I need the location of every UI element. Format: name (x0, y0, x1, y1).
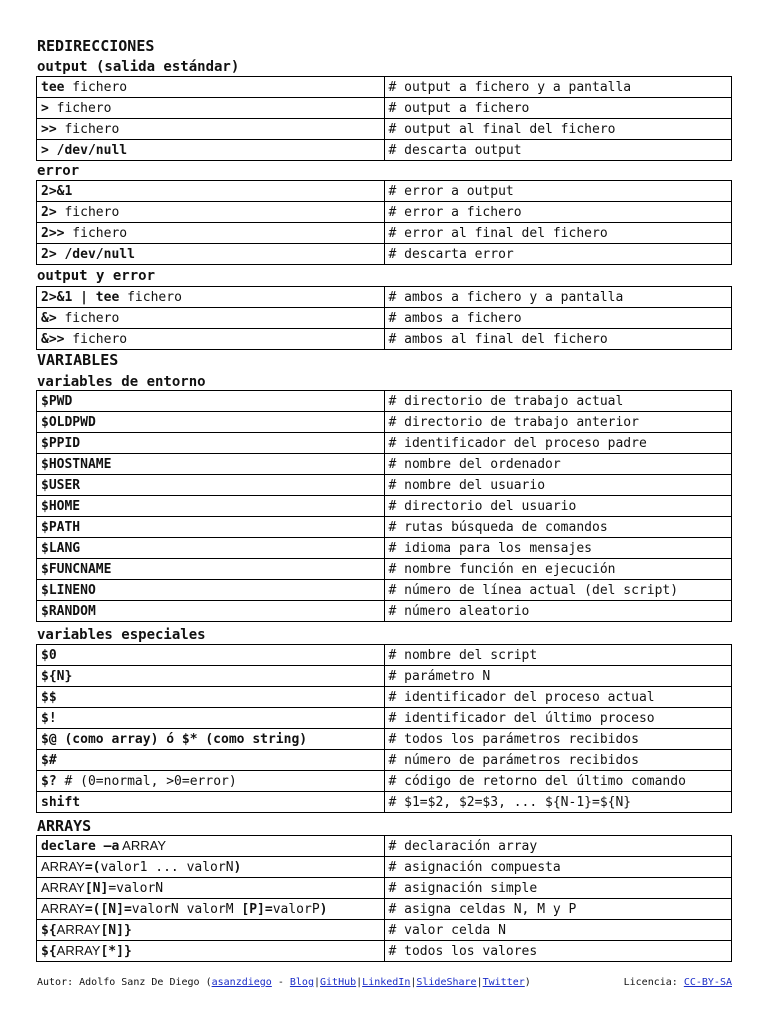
command-cell (37, 857, 385, 878)
command-segment: $FUNCNAME (41, 561, 112, 577)
command-segment: $0 (41, 647, 57, 663)
table-row (37, 729, 732, 750)
command-segment: $# (41, 752, 57, 768)
link-linkedin[interactable]: LinkedIn (362, 977, 411, 988)
footer (37, 976, 732, 990)
command-segment: $? (41, 773, 57, 789)
table-row (37, 308, 732, 329)
command-cell (37, 645, 385, 666)
description-cell: # nombre del ordenador (384, 454, 732, 475)
command-segment: 2>> (41, 225, 65, 241)
footer-author-prefix: Autor: Adolfo Sanz De Diego ( (37, 977, 212, 988)
description-cell: # output a fichero y a pantalla (384, 77, 732, 98)
command-segment: ${ (41, 923, 57, 938)
command-segment: fichero (64, 331, 128, 347)
command-segment: $$ (41, 689, 57, 705)
table-row (37, 475, 732, 496)
footer-author (37, 977, 531, 988)
table-row (37, 329, 732, 350)
command-cell (37, 244, 385, 265)
table-row (37, 601, 732, 622)
command-segment: 2>&1 (41, 183, 73, 199)
command-segment: $! (41, 710, 57, 726)
command-cell (37, 601, 385, 622)
command-cell (37, 750, 385, 771)
command-segment: fichero (48, 100, 112, 116)
table-row (37, 750, 732, 771)
command-cell (37, 899, 385, 920)
command-cell (37, 140, 385, 161)
table-row (37, 391, 732, 412)
command-segment: 2> /dev/null (41, 246, 135, 262)
command-cell (37, 412, 385, 433)
command-cell (37, 181, 385, 202)
table-arrays (36, 835, 732, 962)
description-cell: # ambos a fichero y a pantalla (384, 287, 732, 308)
command-segment: >> (41, 121, 57, 137)
table-row (37, 538, 732, 559)
command-segment: $HOME (41, 498, 81, 514)
description-cell: # identificador del proceso actual (384, 687, 732, 708)
table-row (37, 496, 732, 517)
link-blog[interactable]: Blog (289, 977, 314, 988)
table-row (37, 708, 732, 729)
group-title-output-y-error: output y error (37, 268, 156, 284)
command-cell (37, 771, 385, 792)
command-segment: [N] (84, 881, 109, 896)
table-output-y-error (36, 286, 732, 350)
table-row (37, 687, 732, 708)
description-cell: # identificador del proceso padre (384, 433, 732, 454)
section-title-redirecciones: REDIRECCIONES (37, 37, 155, 55)
command-cell (37, 687, 385, 708)
table-variables-especiales (36, 644, 732, 813)
table-row (37, 119, 732, 140)
command-segment: valor1 ... valorN (100, 860, 234, 875)
command-cell (37, 941, 385, 962)
table-row (37, 792, 732, 813)
table-row (37, 836, 732, 857)
command-cell (37, 666, 385, 687)
description-cell: # output a fichero (384, 98, 732, 119)
footer-sep: | (356, 977, 363, 988)
command-segment: > (41, 100, 49, 116)
table-row (37, 771, 732, 792)
table-row (37, 77, 732, 98)
description-cell: # todos los valores (384, 941, 732, 962)
table-row (37, 140, 732, 161)
footer-license-label: Licencia: (623, 977, 684, 988)
command-segment: ) (233, 860, 242, 875)
description-cell: # valor celda N (384, 920, 732, 941)
description-cell: # todos los parámetros recibidos (384, 729, 732, 750)
command-cell (37, 836, 385, 857)
table-row (37, 920, 732, 941)
description-cell: # número de parámetros recibidos (384, 750, 732, 771)
description-cell: # ambos al final del fichero (384, 329, 732, 350)
group-title-error: error (37, 163, 80, 179)
table-row (37, 559, 732, 580)
command-segment: valorP (272, 902, 320, 917)
command-segment: [P]= (241, 902, 273, 917)
command-cell (37, 559, 385, 580)
footer-sep: | (313, 977, 321, 988)
command-segment: fichero (64, 79, 128, 95)
command-segment: =( (84, 860, 101, 875)
command-cell (37, 517, 385, 538)
command-segment: $PPID (41, 435, 81, 451)
command-cell (37, 329, 385, 350)
table-variables-entorno (36, 390, 732, 622)
command-segment: fichero (56, 204, 120, 220)
command-segment: valorN valorM (131, 902, 242, 917)
description-cell: # ambos a fichero (384, 308, 732, 329)
description-cell: # error a fichero (384, 202, 732, 223)
command-segment: # (0=normal, >0=error) (56, 773, 237, 789)
link-twitter[interactable]: Twitter (482, 977, 525, 988)
table-row (37, 181, 732, 202)
command-cell (37, 475, 385, 496)
command-cell (37, 77, 385, 98)
description-cell: # asignación simple (384, 878, 732, 899)
description-cell: # descarta output (384, 140, 732, 161)
description-cell: # descarta error (384, 244, 732, 265)
description-cell: # código de retorno del último comando (384, 771, 732, 792)
description-cell: # asignación compuesta (384, 857, 732, 878)
description-cell: # error al final del fichero (384, 223, 732, 244)
command-segment: &>> (41, 331, 65, 347)
command-segment: $OLDPWD (41, 414, 96, 430)
description-cell: # asigna celdas N, M y P (384, 899, 732, 920)
description-cell: # error a output (384, 181, 732, 202)
command-segment: ARRAY (41, 880, 85, 895)
command-cell (37, 433, 385, 454)
table-row (37, 454, 732, 475)
description-cell: # output al final del fichero (384, 119, 732, 140)
description-cell: # parámetro N (384, 666, 732, 687)
command-segment: $LANG (41, 540, 81, 556)
table-row (37, 244, 732, 265)
group-title-output: output (salida estándar) (37, 59, 240, 75)
command-cell (37, 454, 385, 475)
command-cell (37, 580, 385, 601)
description-cell: # nombre del usuario (384, 475, 732, 496)
command-segment: $RANDOM (41, 603, 96, 619)
table-row (37, 666, 732, 687)
table-row (37, 433, 732, 454)
command-segment: fichero (56, 121, 120, 137)
command-segment: $@ (como array) ó $* (como string) (41, 731, 308, 747)
command-segment: $USER (41, 477, 81, 493)
command-cell (37, 202, 385, 223)
command-segment: ARRAY (41, 901, 85, 916)
command-segment: $PATH (41, 519, 81, 535)
footer-license (624, 976, 732, 990)
link-github[interactable]: GitHub (320, 977, 357, 988)
link-asanzdiego[interactable]: asanzdiego (211, 977, 272, 988)
command-segment: $HOSTNAME (41, 456, 112, 472)
command-segment: ${ (41, 944, 57, 959)
description-cell: # declaración array (384, 836, 732, 857)
description-cell: # número aleatorio (384, 601, 732, 622)
description-cell: # rutas búsqueda de comandos (384, 517, 732, 538)
table-row (37, 857, 732, 878)
table-row (37, 412, 732, 433)
command-cell (37, 792, 385, 813)
table-row (37, 287, 732, 308)
command-segment: fichero (119, 289, 182, 305)
footer-sep: | (476, 977, 483, 988)
table-row (37, 202, 732, 223)
description-cell: # directorio del usuario (384, 496, 732, 517)
description-cell: # número de línea actual (del script) (384, 580, 732, 601)
table-row (37, 223, 732, 244)
command-segment: ARRAY (56, 922, 101, 937)
command-cell (37, 391, 385, 412)
command-segment: ARRAY (119, 838, 166, 853)
command-cell (37, 119, 385, 140)
command-cell (37, 287, 385, 308)
command-segment: $PWD (41, 393, 73, 409)
command-segment: 2>&1 | tee (41, 289, 120, 305)
link-cc-by-sa[interactable]: CC-BY-SA (683, 977, 732, 988)
command-segment: 2> (41, 204, 57, 220)
command-segment: fichero (64, 225, 128, 241)
command-segment: declare –a (41, 839, 120, 854)
footer-sep-dash: - (271, 977, 290, 988)
footer-author-suffix: ) (524, 977, 531, 988)
description-cell: # nombre función en ejecución (384, 559, 732, 580)
table-output (36, 76, 732, 161)
command-cell (37, 708, 385, 729)
command-segment: ARRAY (41, 859, 85, 874)
command-cell (37, 496, 385, 517)
command-segment: ) (319, 902, 328, 917)
description-cell: # identificador del último proceso (384, 708, 732, 729)
command-cell (37, 538, 385, 559)
link-slideshare[interactable]: SlideShare (416, 977, 477, 988)
command-segment: [*]} (100, 944, 132, 959)
description-cell: # $1=$2, $2=$3, ... ${N-1}=${N} (384, 792, 732, 813)
command-cell (37, 878, 385, 899)
table-error (36, 180, 732, 265)
section-title-variables: VARIABLES (37, 351, 119, 369)
group-title-variables-especiales: variables especiales (37, 627, 206, 643)
description-cell: # idioma para los mensajes (384, 538, 732, 559)
command-segment: &> (41, 310, 57, 326)
command-segment: [N]} (100, 923, 132, 938)
command-segment: =([N]= (84, 902, 132, 917)
table-row (37, 517, 732, 538)
command-cell (37, 729, 385, 750)
table-row (37, 580, 732, 601)
description-cell: # directorio de trabajo actual (384, 391, 732, 412)
table-row (37, 645, 732, 666)
table-row (37, 98, 732, 119)
command-segment: fichero (56, 310, 120, 326)
command-segment: =valorN (108, 881, 164, 896)
group-title-variables-entorno: variables de entorno (37, 374, 206, 390)
table-row (37, 941, 732, 962)
section-title-arrays: ARRAYS (37, 817, 92, 835)
description-cell: # directorio de trabajo anterior (384, 412, 732, 433)
command-segment: tee (41, 79, 65, 95)
command-segment: shift (41, 794, 81, 810)
table-row (37, 899, 732, 920)
command-cell (37, 223, 385, 244)
command-segment: > /dev/null (41, 142, 128, 158)
command-cell (37, 98, 385, 119)
footer-sep: | (410, 977, 417, 988)
command-segment: ${N} (41, 668, 73, 684)
command-cell (37, 308, 385, 329)
table-row (37, 878, 732, 899)
command-cell (37, 920, 385, 941)
command-segment: $LINENO (41, 582, 96, 598)
description-cell: # nombre del script (384, 645, 732, 666)
command-segment: ARRAY (56, 943, 101, 958)
